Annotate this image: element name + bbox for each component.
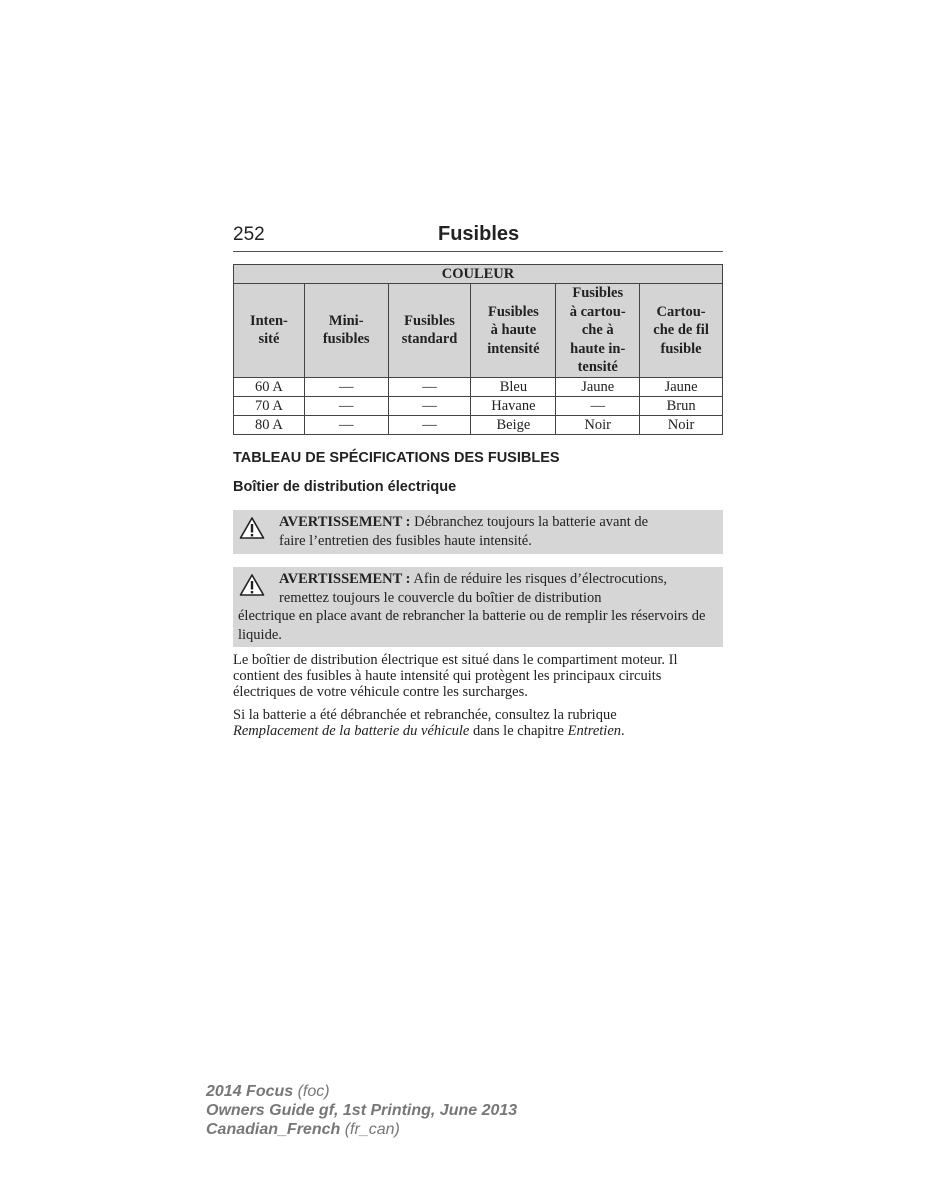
table-cell: Bleu bbox=[471, 377, 556, 396]
table-cell: Beige bbox=[471, 415, 556, 434]
body-paragraph: Le boîtier de distribution électrique est situé dans le compartiment moteur. Il contient des fusibles à haute intensité qui protègent les principaux circuits électriques de votre véhicule contre les surcharges. bbox=[233, 652, 678, 700]
column-header-label: Fusibles standard bbox=[401, 312, 458, 348]
warning-text: Débranchez toujours la batterie avant de bbox=[414, 514, 649, 530]
document-footer bbox=[206, 1082, 517, 1139]
table-cell: 70 A bbox=[234, 396, 305, 415]
warning-triangle-icon bbox=[239, 573, 265, 597]
table-cell: Havane bbox=[471, 396, 556, 415]
body-paragraph bbox=[233, 707, 723, 739]
warning-text-second: remettez toujours le couvercle du boîtier de distribution bbox=[279, 589, 602, 606]
page-header bbox=[233, 224, 723, 252]
warning-text: Afin de réduire les risques d’électrocutions, bbox=[413, 571, 668, 587]
column-header bbox=[234, 284, 305, 378]
column-header bbox=[388, 284, 471, 378]
table-header-row bbox=[234, 284, 723, 378]
column-header-label: Fusibles à cartou- che à haute in- tensité bbox=[569, 285, 626, 375]
table-row bbox=[234, 377, 723, 396]
table-cell: — bbox=[388, 377, 471, 396]
fuse-color-table bbox=[233, 264, 723, 435]
table-cell: Noir bbox=[640, 415, 723, 434]
table-cell: — bbox=[304, 415, 388, 434]
table-cell: — bbox=[304, 396, 388, 415]
section-title: TABLEAU DE SPÉCIFICATIONS DES FUSIBLES bbox=[233, 450, 560, 466]
table-cell: — bbox=[388, 415, 471, 434]
paragraph-text: Si la batterie a été débranchée et rebranchée, consultez la rubrique bbox=[233, 707, 617, 723]
subsection-title: Boîtier de distribution électrique bbox=[233, 479, 457, 495]
table-cell: — bbox=[388, 396, 471, 415]
paragraph-text: dans le chapitre bbox=[469, 723, 568, 739]
table-cell: Brun bbox=[640, 396, 723, 415]
column-header-label: Inten- sité bbox=[249, 312, 288, 348]
footer-model: 2014 Focus bbox=[206, 1083, 294, 1100]
warning-box bbox=[233, 567, 723, 647]
column-header bbox=[640, 284, 723, 378]
footer-printing: Owners Guide gf, 1st Printing, June 2013 bbox=[206, 1102, 518, 1119]
table-cell: Jaune bbox=[556, 377, 640, 396]
footer-line bbox=[206, 1082, 517, 1101]
column-header-label: Fusibles à haute intensité bbox=[487, 303, 540, 357]
table-group-header-row bbox=[234, 265, 723, 284]
column-header-label: Cartou- che de fil fusible bbox=[653, 303, 709, 357]
table-cell: — bbox=[556, 396, 640, 415]
cross-reference: Remplacement de la batterie du véhicule bbox=[233, 723, 470, 739]
table-cell: 80 A bbox=[234, 415, 305, 434]
warning-triangle-icon bbox=[239, 516, 265, 540]
warning-label: AVERTISSEMENT : bbox=[279, 571, 411, 587]
paragraph-text: . bbox=[621, 723, 625, 739]
chapter-reference: Entretien bbox=[567, 723, 622, 739]
table-cell: — bbox=[304, 377, 388, 396]
column-header bbox=[304, 284, 388, 378]
table-cell: Jaune bbox=[640, 377, 723, 396]
warning-text-continued: faire l’entretien des fusibles haute intensité. bbox=[279, 532, 532, 549]
warning-label: AVERTISSEMENT : bbox=[279, 514, 411, 530]
page-title: Fusibles bbox=[438, 223, 520, 245]
table-row bbox=[234, 415, 723, 434]
footer-language: Canadian_French bbox=[206, 1121, 341, 1138]
footer-line bbox=[206, 1120, 517, 1139]
footer-model-code: (foc) bbox=[293, 1083, 330, 1100]
warning-box bbox=[233, 510, 723, 554]
footer-language-code: (fr_can) bbox=[340, 1121, 400, 1138]
page-number: 252 bbox=[233, 224, 265, 245]
column-header bbox=[471, 284, 556, 378]
table-cell: Noir bbox=[556, 415, 640, 434]
warning-text-continued: électrique en place avant de rebrancher la batterie ou de remplir les réservoirs de liquide. bbox=[238, 608, 706, 643]
footer-line bbox=[206, 1101, 517, 1120]
column-header-label: Mini- fusibles bbox=[322, 312, 370, 348]
table-row bbox=[234, 396, 723, 415]
table-group-header: COULEUR bbox=[234, 265, 723, 284]
table-cell: 60 A bbox=[234, 377, 305, 396]
column-header bbox=[556, 284, 640, 378]
